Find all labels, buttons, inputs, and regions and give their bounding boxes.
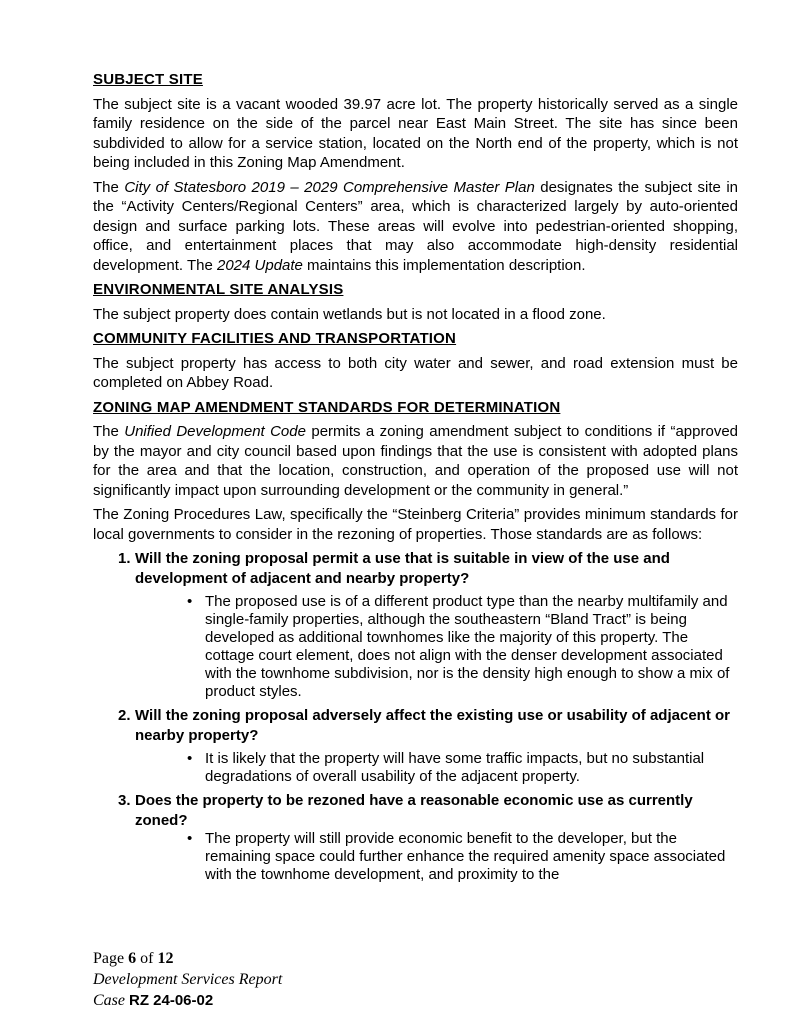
paragraph-environmental: The subject property does contain wetlands but is not located in a flood zone. (93, 305, 606, 323)
list-number: 3. (118, 792, 131, 809)
paragraph-steinberg-criteria: The Zoning Procedures Law, specifically the “Steinberg Criteria” provides minimum standards for local governments to consider in the rezoning of properties. Those standards are as follows: (93, 506, 738, 543)
standard-2-bullet (187, 750, 738, 786)
page-footer (93, 948, 282, 1011)
question-text: Does the property to be rezoned have a reasonable economic use as currently zoned? (135, 792, 693, 829)
bullet-text: The property will still provide economic benefit to the developer, but the remaining space could further enhance the required amenity space associated with the townhome development, and proximity to the (205, 830, 726, 883)
bullet-text: The proposed use is of a different product type than the nearby multifamily and single-family properties, although the southeastern “Bland Tract” is being developed as additional townhomes like the majority of this property. The cottage court element, does not align with the denser development associated with the townhome subdivision, nor is the density high enough to show a mix of product styles. (205, 593, 730, 700)
paragraph-subject-site: The subject site is a vacant wooded 39.97 acre lot. The property historically served as a single family residence on the side of the parcel near East Main Street. The site has since been subdivided to allow for a service station, located on the North end of the property, which is not being included in this Zoning Map Amendment. (93, 95, 738, 171)
bullet-icon: • (187, 830, 193, 847)
paragraph-udc (93, 422, 738, 500)
standard-question-1 (118, 549, 738, 588)
text-run: The (93, 423, 125, 440)
standard-question-3 (118, 791, 738, 830)
bullet-icon: • (187, 750, 193, 767)
text-run: permits a zoning amendment subject to conditions if “approved by the mayor and city council based upon findings that the use is consistent with adopted plans for the area and that the location, construction, and operation of the proposed use will not significantly impact upon surrounding development or the community in general.” (93, 423, 739, 499)
heading-subject-site: SUBJECT SITE (93, 71, 203, 88)
text-run: designates the subject site in the “Activity Centers/Regional Centers” area, which is characterized largely by auto-oriented design and surface parking lots. These areas will evolve into pedestrian-oriented shopping, office, and entertainment places that may also accommodate high-density residential development. The (93, 178, 738, 274)
list-number: 1. (118, 550, 131, 567)
paragraph-comprehensive-plan (93, 178, 738, 276)
case-line (93, 990, 282, 1011)
question-text: Will the zoning proposal permit a use that is suitable in view of the use and development of adjacent and nearby property? (135, 550, 670, 587)
standard-question-2 (118, 706, 738, 745)
page-number: 6 (128, 950, 137, 967)
page-total: 12 (157, 950, 174, 967)
italic-2024-update: 2024 Update (216, 256, 303, 274)
case-number: RZ 24-06-02 (129, 992, 214, 1009)
italic-udc-title: Unified Development Code (124, 423, 306, 440)
heading-zoning-map-amendment-standards: ZONING MAP AMENDMENT STANDARDS FOR DETERMINATION (93, 398, 561, 416)
italic-plan-title: City of Statesboro 2019 – 2029 Comprehensive Master Plan (124, 178, 535, 196)
text-run: maintains this implementation description. (302, 256, 586, 274)
question-text: Will the zoning proposal adversely affect the existing use or usability of adjacent or nearby property? (135, 707, 730, 744)
case-label: Case (93, 992, 129, 1009)
page-label: Page (93, 950, 129, 967)
bullet-text: It is likely that the property will have some traffic impacts, but no substantial degradations of overall usability of the adjacent property. (205, 750, 705, 785)
standards-list (93, 549, 738, 884)
of-label: of (136, 950, 158, 967)
heading-environmental-site-analysis: ENVIRONMENTAL SITE ANALYSIS (93, 281, 344, 298)
standard-1-bullet (187, 593, 738, 701)
list-number: 2. (118, 707, 131, 724)
text-run: The (93, 178, 125, 196)
standard-3-bullet (187, 830, 738, 884)
bullet-icon: • (187, 593, 193, 610)
paragraph-community-facilities: The subject property has access to both city water and sewer, and road extension must be completed on Abbey Road. (93, 354, 738, 391)
report-title: Development Services Report (93, 971, 283, 988)
page-number-line (93, 948, 282, 969)
heading-community-facilities: COMMUNITY FACILITIES AND TRANSPORTATION (93, 330, 457, 347)
